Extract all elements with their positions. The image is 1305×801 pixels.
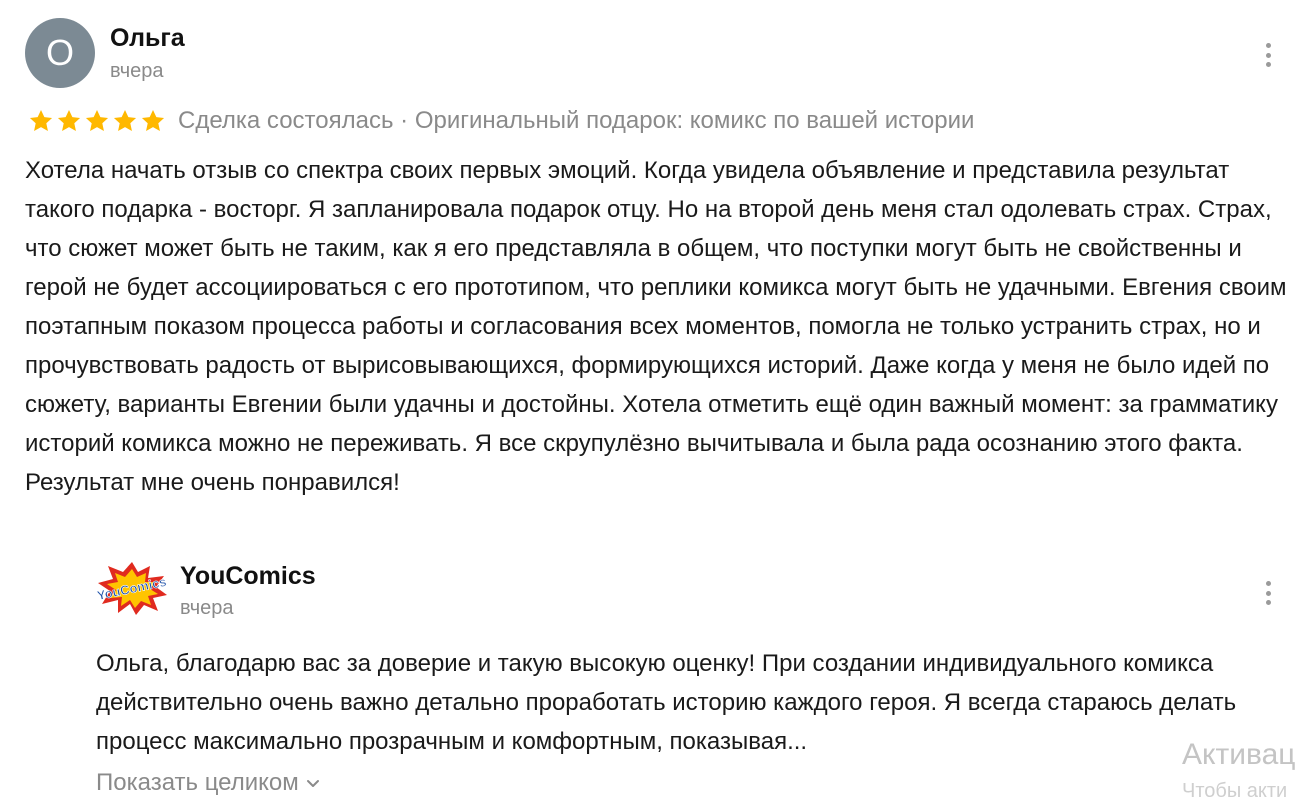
star-icon <box>56 108 82 134</box>
rating-stars <box>28 108 166 134</box>
youcomics-logo[interactable] <box>96 560 168 616</box>
review-more-options-icon[interactable] <box>1258 40 1278 70</box>
deal-status: Сделка состоялась <box>178 107 394 134</box>
service-title-link[interactable]: Оригинальный подарок: комикс по вашей истории <box>414 107 975 134</box>
avatar[interactable] <box>25 18 95 88</box>
review-text: Хотела начать отзыв со спектра своих первых эмоций. Когда увидела объявление и представила результат такого подарка - восторг. Я запланировала подарок отцу. Но на второй день меня стал одолевать страх. Страх, что сюжет может быть не таким, как я его представляла в общем, что поступки могут быть не свойственны и герой не будет ассоциироваться с его прототипом, что реплики комикса могут быть не удачными. Евгения своим поэтапным показом процесса работы и согласования всех моментов, помогла не только устранить страх, но и прочувствовать радость от вырисовывающихся, формирующихся историй. Даже когда у меня не было идей по сюжету, варианты Евгении были удачны и достойны. Хотела отметить ещё один важный момент: за грамматику историй комикса можно не переживать. Я все скрупулёзно вычитывала и была рада осознанию этого факта. Результат мне очень понравился! <box>25 157 1287 496</box>
reply-text: Ольга, благодарю вас за доверие и такую высокую оценку! При создании индивидуального комикса действительно очень важно детально проработать историю каждого героя. Я всегда стараюсь делать процесс максимально прозрачным и комфортным, показывая... <box>96 650 1237 755</box>
windows-activation-watermark-title: Активац <box>1182 738 1296 771</box>
star-icon <box>140 108 166 134</box>
review-author-name[interactable]: Ольга <box>110 24 185 52</box>
reply-more-options-icon[interactable] <box>1258 578 1278 608</box>
star-icon <box>28 108 54 134</box>
review-date: вчера <box>110 60 164 82</box>
chevron-down-icon <box>305 775 321 791</box>
star-icon <box>112 108 138 134</box>
show-full-label: Показать целиком <box>96 769 299 796</box>
windows-activation-watermark-subtitle: Чтобы акти <box>1182 780 1288 801</box>
star-icon <box>84 108 110 134</box>
show-full-button[interactable] <box>96 769 321 797</box>
avatar-letter: О <box>45 32 74 73</box>
reply-date: вчера <box>180 597 234 619</box>
logo-text: YouComics <box>96 573 168 604</box>
rating-row <box>28 107 974 135</box>
meta-separator: · <box>393 107 415 134</box>
reply-author-name[interactable]: YouComics <box>180 562 316 590</box>
